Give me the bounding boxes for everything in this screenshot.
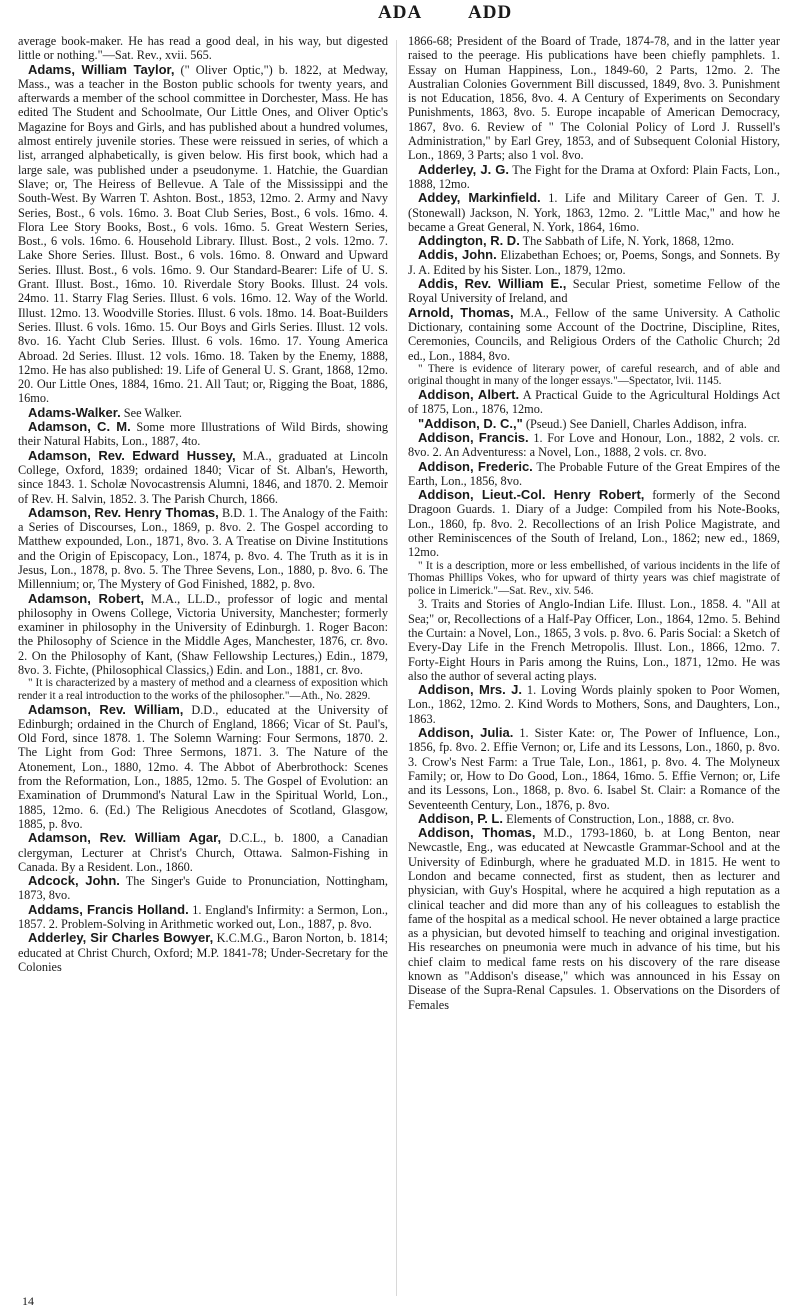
entry-text: " It is characterized by a mastery of method and a clearness of exposition which render it a real introduction to the works of the philosopher."—Ath., No. 2829. [18,677,388,702]
entry-text: Some more Illustrations of Wild Birds, showing their Natural Habits, Lon., 1887, 4to. [18,420,388,449]
entry-headword: Adams-Walker. [28,404,121,420]
entry [408,191,780,234]
entry-text: B.D. 1. The Analogy of the Faith: a Series of Discourses, Lon., 1869, p. 8vo. 2. The Gospel according to Matthew expounded, Lon., 1871, 8vo. 3. A Treatise on Divine Institutions and the Origin of Episcopacy, Lon., 1874, p. 8vo. 4. The Truth as it is in Jesus, Lon., 1878, p. 8vo. 5. The Three Sevens, Lon., 1880, p. 8vo. 6. The Millennium; or, The Mystery of God Finished, 1882, p. 8vo. [18,505,388,592]
entry [408,597,780,683]
entry [408,683,780,726]
entry [408,460,780,489]
entry-headword: Addison, Frederic. [418,458,533,474]
entry-headword: Adamson, Robert, [28,590,145,606]
entry-text: D.C.L., b. 1800, a Canadian clergyman, Lecturer at Christ's Church, Ottawa. Salmon-Fishing in Canada. By a Resident. Lon., 1860. [18,831,388,874]
entry [408,277,780,306]
entry-headword: Adamson, Rev. William Agar, [28,830,222,846]
entry [408,488,780,559]
entry-text: 3. Traits and Stories of Anglo-Indian Life. Illust. Lon., 1858. 4. "All at Sea;" or, Recollections of a Half-Pay Officer, Lon., 1864, 12mo. 5. Behind the Curtain: a Novel, Lon., 1865, 3 vols. p. 8vo. 6. Paris Social: a Sketch of Every-Day Life in the French Metropolis. Illust. Lon., 1866, 12mo. 7. Forty-Eight Hours in Paris among the Ruins, Lon., 1871, 12mo. He was also the author of several acting plays. [408,597,780,683]
entry-headword: Adamson, Rev. William, [28,701,184,717]
entry [18,63,388,406]
entry-text: Elizabethan Echoes; or, Poems, Songs, and Sonnets. By J. A. Edited by his Sister. Lon., 1879, 12mo. [408,248,780,277]
entry [18,34,388,63]
entry [18,420,388,449]
entry-headword: Arnold, Thomas, [408,304,514,320]
header-left-guide-word: ADA [378,2,423,23]
entry-text: 1. For Love and Honour, Lon., 1882, 2 vols. cr. 8vo. 2. An Adventuress: a Novel, Lon., 1888, 2 vols. cr. 8vo. [408,430,780,460]
entry [408,726,780,812]
entry-headword: Adamson, Rev. Henry Thomas, [28,504,219,520]
entry-headword: Adamson, C. M. [28,419,131,435]
entry [18,903,388,932]
entry-text: average book-maker. He has read a good deal, in his way, but digested little or nothing."—Sat. Rev., xvii. 565. [18,34,388,63]
entry [408,363,780,388]
page-number: 14 [22,1294,34,1308]
entry-text: (" Oliver Optic,") b. 1822, at Medway, Mass., was a teacher in the Boston public schools for twenty years, and afterwards a member of the school committee in Dorchester, Mass. He has edited The Student and Schoolmate, Our Little Ones, and Oliver Optic's Magazine for Boys and Girls, and has published about a hundred volumes, almost entirely juvenile stories. These were reissued in series, of which a list, arranged alphabetically, is given below. His first book, which had a large sale, was published under a pseudonyme. 1. Hatchie, the Guardian Slave; or, The Heiress of Bellevue. A Tale of the Mississippi and the South-West. By Warren T. Ashton. Bost., 1853, 12mo. 2. Army and Navy Series, Bost., 6 vols. 16mo. 3. Boat Club Series, Bost., 6 vols. 16mo. 4. Flora Lee Story Books, Bost., 6 vols. 16mo. 5. Great Western Series, Bost., 6 vols. 16mo. 6. Household Library. Illust. Bost., 2 vols. 12mo. 7. Lake Shore Series. Illust. Bost., 6 vols. 16mo. 8. Onward and Upward Series. Illust. Bost., 6 vols. 16mo. 9. Our Standard-Bearer: Life of U. S. Grant. Illust. Bost., 16mo. 10. Riverdale Story Books. Illust. 24 vols. 24mo. 11. Starry Flag Series. Illust. 6 vols. 16mo. 12. Way of the World. Illust. 12mo. 13. Woodville Stories. Illust. 6 vols. 18mo. 14. Boat-Builders Series. Illust. 6 vols. 16mo. 15. Our Boys and Girls Series. Illust. 12 vols. 8vo. 16. Yacht Club Series. Illust. 6 vols. 16mo. 17. Young America Abroad. 2d Series. Illust. 12 vols. 16mo. 18. Taken by the Enemy, 1888, 12mo. He has also published: 19. Life of General U. S. Grant, 1868, 12mo. 20. Our Little Ones, 1884, 16mo. 21. All Taut; or, Rigging the Boat, 1886, 16mo. [18,62,388,406]
left-column [18,34,388,974]
entry [408,560,780,598]
entry-headword: Addey, Markinfield. [418,190,541,206]
entry [18,831,388,874]
entry-text: M.A., LL.D., professor of logic and mental philosophy in Owens College, Victoria University, Manchester; formerly examiner in philosophy in the University of Edinburgh. 1. Roger Bacon: the Philosophy of Science in the Middle Ages, Manchester, 1876, cr. 8vo. 2. On the Philosophy of Kant, (Shaw Fellowship Lectures,) Edin., 1879, 8vo. 3. Fichte, (Philosophical Classics,) Edin. and Lon., 1881, cr. 8vo. [18,591,388,678]
entry-text: M.D., 1793-1860, b. at Long Benton, near Newcastle, Eng., was educated at Newcastle Grammar-School and at the University of Edinburgh, where he graduated M.D. in 1815. He went to London and became connected, first as student, then as lecturer and physician, with Guy's Hospital, where he acquired a high reputation as a clinical teacher and did more than any of his colleagues to establish the fame of the hospital as a medical school. He never obtained a large practice as a physician, but devoted himself to teaching and original investigation. His researches on pneumonia were much in advance of his time, but his chief claim to medical fame rests on his discovery of the rare disease known as "Addison's disease," which was announced in his Essay on Disease of the Supra-Renal Capsules. 1. Observations on the Disorders of Females [408,826,780,1012]
entry-headword: "Addison, D. C.," [418,415,523,431]
entry [408,248,780,277]
entry-text: " There is evidence of literary power, of careful research, and of able and original thought in many of the longer essays."—Spectator, lvii. 1145. [408,362,780,388]
entry [408,388,780,417]
entry-text: K.C.M.G., Baron Norton, b. 1814; educated at Christ Church, Oxford; M.P. 1841-78; Under-Secretary for the Colonies [18,931,388,974]
entry-text: " It is a description, more or less embellished, of various incidents in the life of Thomas Phillips Vokes, who for upward of thirty years was chief magistrate of police in Limerick."—Sat. Rev., xiv. 546. [408,559,780,597]
entry [18,506,388,592]
entry [408,34,780,163]
entry-text: M.A., graduated at Lincoln College, Oxford, 1839; ordained 1840; Vicar of St. Alban's, Heworth, since 1843. 1. Scholæ Novocastrensis Alumni, 1846, and 1870. 2. Memoir of Rev. H. Salvin, 1852. 3. The Parish Church, 1866. [18,448,388,506]
entry [408,431,780,460]
entry [408,826,780,1012]
entry-text: The Singer's Guide to Pronunciation, Nottingham, 1873, 8vo. [18,874,388,903]
header-right-guide-word: ADD [468,2,513,23]
entry-headword: Addison, Albert. [418,387,520,403]
entry [408,417,780,431]
entry-text: Elements of Construction, Lon., 1888, cr. 8vo. [503,811,735,826]
entry-text: Secular Priest, sometime Fellow of the Royal University of Ireland, and [408,277,781,306]
entry-headword: Addison, Thomas, [418,825,536,841]
entry-headword: Addams, Francis Holland. [28,901,189,917]
entry [18,874,388,903]
entry [408,306,780,363]
column-gutter [396,40,397,1296]
entry-text: 1. Life and Military Career of Gen. T. J. (Stonewall) Jackson, N. York, 1863, 12mo. 2. "Little Mac," and how he became a Great General, N. York, 1864, 16mo. [408,191,780,234]
right-column [408,34,780,1012]
entry-headword: Adams, William Taylor, [28,61,175,77]
entry-text: A Practical Guide to the Agricultural Holdings Act of 1875, Lon., 1876, 12mo. [408,388,781,417]
entry-text: The Sabbath of Life, N. York, 1868, 12mo. [519,234,735,249]
entry [408,163,780,192]
entry-headword: Adcock, John. [28,873,120,889]
entry-text: D.D., educated at the University of Edinburgh; ordained in the Church of England, 1866; Vicar of St. Paul's, Old Ford, since 1878. 1. The Solemn Warning: Four Sermons, 1870. 2. The Light from God: Three Sermons, 1871. 3. The Nature of the Atonement, Lon., 1880, 12mo. 4. The Abbot of Aberbrothock: Scenes from the Reformation, Lon., 1885, 12mo. 5. The Gospel of Evolution: an Examination of Drummond's Natural Law in the Spiritual World, Lon., 1885, 12mo. 6. (Ed.) The Religious Anecdotes of Scotland, Glasgow, 1885, p. 8vo. [18,702,388,831]
entry-headword: Addison, Mrs. J. [418,682,523,698]
page-header [0,0,800,26]
entry-headword: Adderley, Sir Charles Bowyer, [28,930,214,946]
entry [18,592,388,678]
entry-text: 1. Sister Kate: or, The Power of Influence, Lon., 1856, fp. 8vo. 2. Effie Vernon; or, Life and its Lessons, Lon., 1860, p. 8vo. 3. Crow's Nest Farm: a True Tale, Lon., 1861, p. 8vo. 4. The Molyneux Family; or, How to Do Good, Lon., 1864, 16mo. 5. Effie Vernon; or, Life and its Lessons, Lon., 1868, p. 8vo. 6. Isabel St. Clair: a Romance of the Seventeenth Century, Lon., 1876, p. 8vo. [408,726,780,812]
entry-headword: Addis, John. [418,247,497,263]
entry-headword: Addis, Rev. William E., [418,276,567,292]
entry-headword: Addison, Francis. [418,429,529,445]
entry [408,812,780,826]
entry [18,931,388,974]
entry [18,677,388,702]
entry [18,449,388,506]
entry-headword: Addison, Julia. [418,725,514,741]
entry-text: The Probable Future of the Great Empires of the Earth, Lon., 1856, 8vo. [408,459,780,488]
entry-headword: Addington, R. D. [418,233,520,249]
entry-text: M.A., Fellow of the same University. A Catholic Dictionary, containing some Account of the Doctrine, Discipline, Rites, Ceremonies, Councils, and Religious Orders of the Catholic Church; 2d ed., Lon., 1884, 8vo. [408,305,781,363]
entry-text: 1866-68; President of the Board of Trade, 1874-78, and in the latter year raised to the peerage. His publications have been chiefly pamphlets. 1. Essay on Human Happiness, Lon., 1849-60, 2 Parts, 12mo. 2. The Australian Colonies Government Bill discussed, 1849, 8vo. 3. Punishment is not Education, 1856, 8vo. 4. A Century of Experiments on Secondary Punishments, 1863, 8vo. 5. Europe incapable of American Democracy, 1867, 8vo. 6. Review of " The Colonial Policy of Lord J. Russell's Administration," by Earl Grey, 1853, and of Subsequent Colonial History, Lon., 1869, 3 Parts; also 1 vol. 8vo. [408,34,780,163]
entry-headword: Addison, Lieut.-Col. Henry Robert, [418,487,645,503]
entry-headword: Adamson, Rev. Edward Hussey, [28,447,236,463]
entry-text: formerly of the Second Dragoon Guards. 1. Diary of a Judge: Compiled from his Note-Books, Lon., 1860, fp. 8vo. 2. Recollections of an Irish Police Magistrate, and other Reminiscences of the South of Ireland, Lon., 1862; new ed., 1869, 12mo. [408,488,780,560]
entry-text: (Pseud.) See Daniell, Charles Addison, infra. [522,416,747,431]
entry-headword: Adderley, J. G. [418,161,509,177]
entry [18,703,388,832]
entry-text: See Walker. [120,405,183,420]
entry-text: 1. Loving Words plainly spoken to Poor Women, Lon., 1862, 12mo. 2. Kind Words to Mothers, Sons, and Daughters, Lon., 1863. [408,683,780,726]
entry [408,234,780,248]
entry [18,406,388,420]
entry-text: The Fight for the Drama at Oxford: Plain Facts, Lon., 1888, 12mo. [408,162,780,191]
entry-headword: Addison, P. L. [418,810,503,826]
entry-text: 1. England's Infirmity: a Sermon, Lon., 1857. 2. Problem-Solving in Arithmetic worked out, Lon., 1887, p. 8vo. [18,902,388,931]
